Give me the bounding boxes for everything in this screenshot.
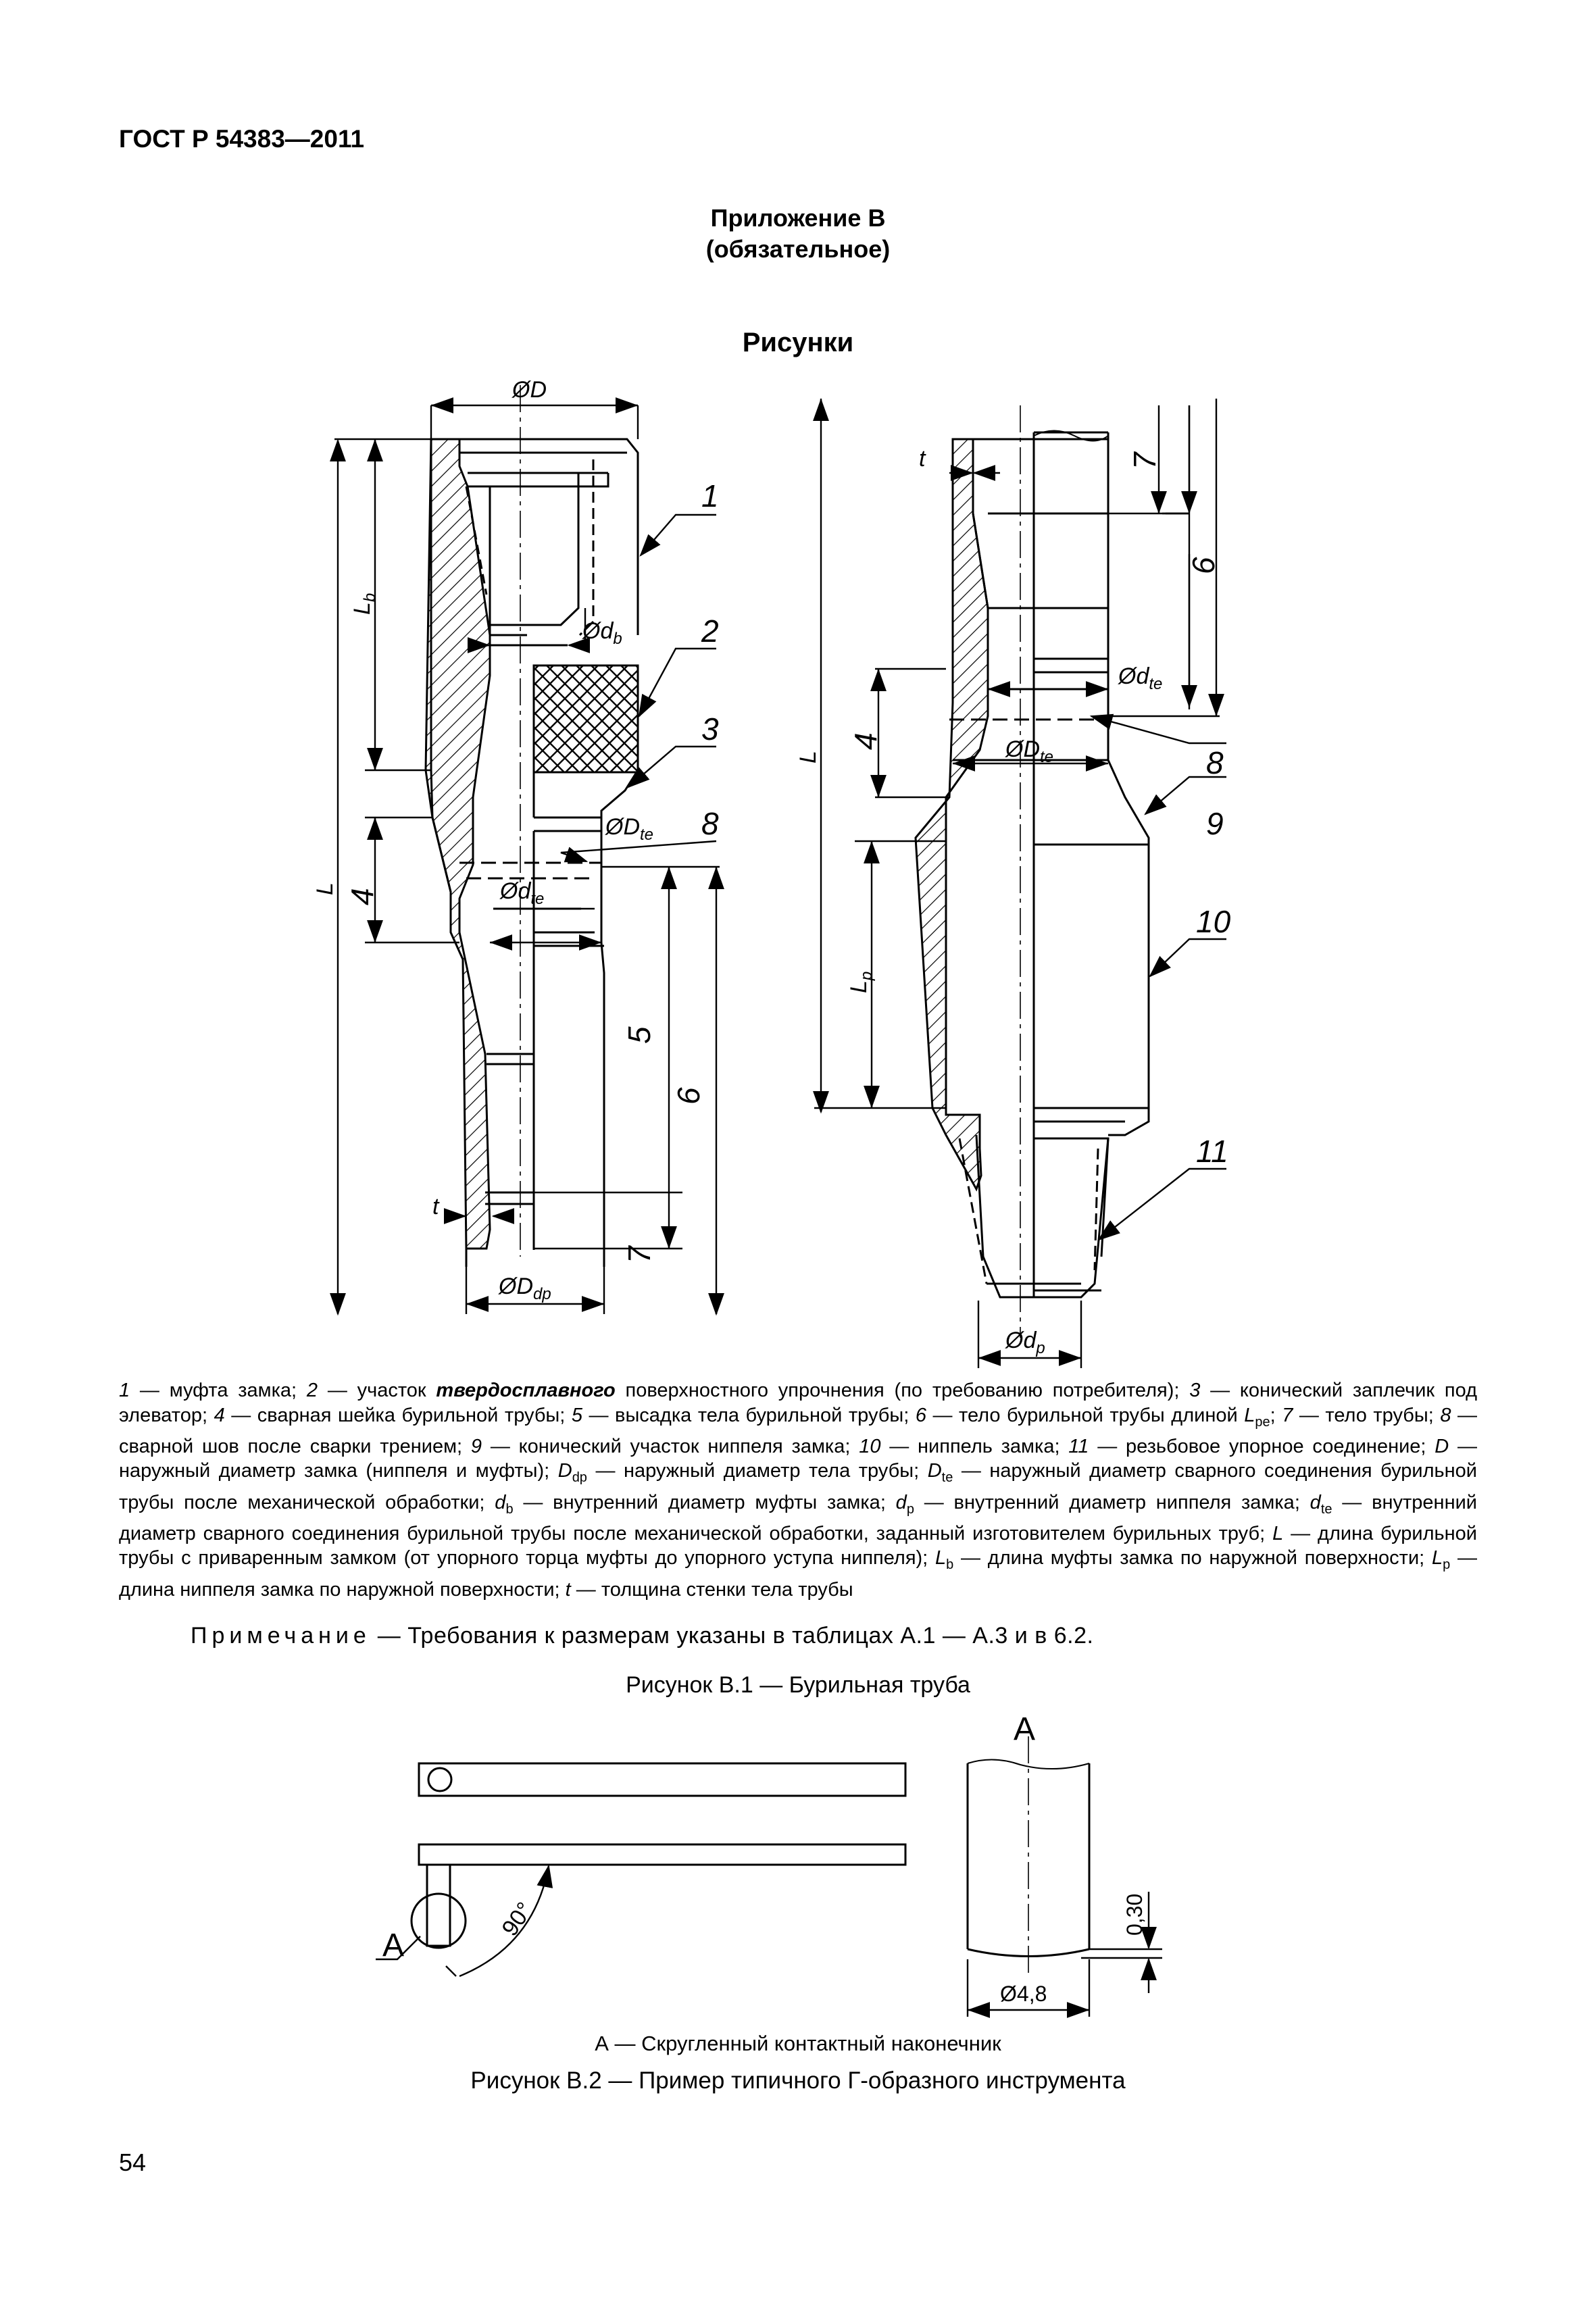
legend-part: — наружный диаметр тела трубы;	[587, 1460, 928, 1482]
svg-text:5: 5	[622, 1026, 657, 1044]
l-tool-top-view	[419, 1763, 905, 1796]
svg-text:Ø4,8: Ø4,8	[1000, 1982, 1047, 2006]
legend-part: 2	[306, 1380, 318, 1401]
legend-part: — тело трубы;	[1293, 1404, 1441, 1426]
svg-text:4: 4	[345, 888, 380, 905]
svg-text:Ødte: $Ød_{te}$	[1118, 663, 1163, 693]
legend-part: — конический участок ниппеля замка;	[482, 1435, 859, 1457]
l-tool-side-view	[376, 1844, 905, 1976]
svg-text:10: 10	[1196, 904, 1231, 939]
label-D: ØD	[512, 377, 547, 403]
svg-text:8: 8	[701, 806, 719, 841]
figure-b2-caption: Рисунок В.2 — Пример типичного Г-образного инструмента	[470, 2067, 1126, 2094]
legend-part: 1	[119, 1380, 130, 1401]
legend-part: твердосплавного	[436, 1380, 616, 1401]
svg-text:Ødb: $Ød_b$	[582, 618, 622, 648]
legend-part: — муфта замка;	[130, 1380, 307, 1401]
legend-part: b	[505, 1501, 514, 1517]
legend-part: — длина ниппеля замка по наружной поверхности;	[119, 1547, 1478, 1601]
svg-text:А: А	[382, 1928, 405, 1963]
svg-text:4: 4	[848, 732, 883, 750]
note-text: — Требования к размерам указаны в таблицах А.1 — А.3 и в 6.2.	[370, 1623, 1094, 1649]
figure-b2-labels	[382, 1711, 1147, 2006]
contact-tip-detail	[968, 1736, 1162, 2017]
svg-text:Lp: $L_p$	[846, 971, 876, 993]
legend-part: — конический заплечик под элеватор;	[119, 1380, 1477, 1426]
svg-text:7: 7	[622, 1246, 657, 1263]
legend-part: d	[895, 1491, 907, 1513]
standard-number: ГОСТ Р 54383—2011	[119, 125, 365, 153]
legend-part: L	[935, 1547, 947, 1569]
legend-part: 11	[1068, 1435, 1089, 1457]
legend-part: 5	[571, 1404, 582, 1426]
svg-text:t: t	[432, 1194, 439, 1219]
note-label: Примечание	[191, 1623, 371, 1649]
svg-text:8: 8	[1206, 745, 1224, 780]
svg-text:9: 9	[1206, 806, 1224, 841]
legend-part: — высадка тела бурильной трубы;	[582, 1404, 916, 1426]
legend-part: 7	[1282, 1404, 1293, 1426]
svg-text:L: L	[312, 882, 338, 895]
legend-part: — резьбовое упорное соединение;	[1089, 1435, 1435, 1457]
legend-part: ;	[1270, 1404, 1282, 1426]
legend-part: p	[906, 1501, 914, 1517]
appendix-label: Приложение В	[710, 204, 886, 232]
legend-part: — ниппель замка;	[880, 1435, 1069, 1457]
legend-part: L	[1431, 1547, 1443, 1569]
legend-part: — сварная шейка бурильной трубы;	[224, 1404, 572, 1426]
legend-part: t	[565, 1578, 571, 1601]
figure-b1-caption: Рисунок В.1 — Бурильная труба	[626, 1672, 970, 1698]
svg-text:ØDdp: $ØD_{dp}$	[499, 1274, 551, 1303]
svg-text:6: 6	[671, 1087, 706, 1105]
legend-part: — внутренний диаметр муфты замка;	[513, 1491, 896, 1513]
svg-text:ØDte: $ØD_{te}$	[1005, 736, 1054, 766]
legend-part: te	[1320, 1501, 1332, 1517]
legend-part: — толщина стенки тела трубы	[570, 1578, 853, 1601]
page-number: 54	[119, 2148, 147, 2176]
svg-text:Lb: $L_b$	[349, 593, 379, 615]
legend-part: D	[927, 1460, 942, 1482]
svg-text:Ødp: $Ød_p$	[1005, 1328, 1045, 1357]
figure-b2-legend: А — Скругленный контактный наконечник	[595, 2032, 1001, 2055]
svg-text:3: 3	[701, 711, 719, 747]
legend-part: — наружный диаметр замка (ниппеля и муфты);	[119, 1435, 1478, 1482]
svg-text:0,30: 0,30	[1122, 1893, 1147, 1936]
legend-part: 8	[1440, 1404, 1451, 1426]
legend-part: d	[495, 1491, 506, 1513]
legend-part: — тело бурильной трубы длиной	[926, 1404, 1245, 1426]
svg-text:ØDte: $ØD_{te}$	[605, 814, 654, 844]
svg-text:А: А	[1014, 1711, 1036, 1747]
section-title: Рисунки	[742, 328, 854, 357]
legend-part: p	[1443, 1557, 1451, 1573]
legend-part: te	[941, 1470, 953, 1486]
legend-part: dp	[572, 1470, 587, 1486]
legend-part: — длина муфты замка по наружной поверхности;	[953, 1547, 1432, 1569]
legend-part: — участок	[318, 1380, 437, 1401]
svg-text:Ødte: $Ød_{te}$	[500, 878, 545, 908]
legend-part: L	[1272, 1522, 1284, 1544]
legend-part: — наружный диаметр сварного соединения бурильной трубы после механической обработки;	[119, 1460, 1477, 1513]
legend-part: D	[1435, 1435, 1449, 1457]
svg-text:11: 11	[1196, 1134, 1228, 1169]
legend-part: 3	[1189, 1380, 1201, 1401]
legend-part: — внутренний диаметр сварного соединения бурильной трубы после механической обработки, заданный изготовителем бурильных труб;	[119, 1491, 1477, 1544]
legend-part: b	[946, 1557, 954, 1573]
legend-part: — внутренний диаметр ниппеля замка;	[914, 1491, 1310, 1513]
legend-part: поверхностного упрочнения (по требованию потребителя);	[615, 1380, 1190, 1401]
legend-part: — длина бурильной трубы с приваренным замком (от упорного торца муфты до упорного уступа ниппеля);	[119, 1522, 1477, 1569]
svg-text:90°: 90°	[497, 1897, 539, 1941]
legend-part: 10	[859, 1435, 881, 1457]
legend-part: L	[1244, 1404, 1255, 1426]
legend-part: D	[557, 1460, 572, 1482]
legend-part: 9	[470, 1435, 482, 1457]
svg-text:2: 2	[701, 613, 719, 649]
svg-text:6: 6	[1186, 557, 1221, 574]
svg-text:L: L	[795, 751, 821, 763]
legend-part: — сварной шов после сварки трением;	[119, 1404, 1478, 1457]
appendix-subtitle: (обязательное)	[705, 235, 891, 263]
svg-text:7: 7	[1127, 452, 1162, 470]
legend-part: d	[1310, 1491, 1321, 1513]
svg-text:1: 1	[701, 478, 719, 513]
svg-text:t: t	[919, 446, 926, 472]
legend-part: 4	[214, 1404, 225, 1426]
legend-part: pe	[1255, 1414, 1270, 1430]
legend-part: 6	[915, 1404, 926, 1426]
